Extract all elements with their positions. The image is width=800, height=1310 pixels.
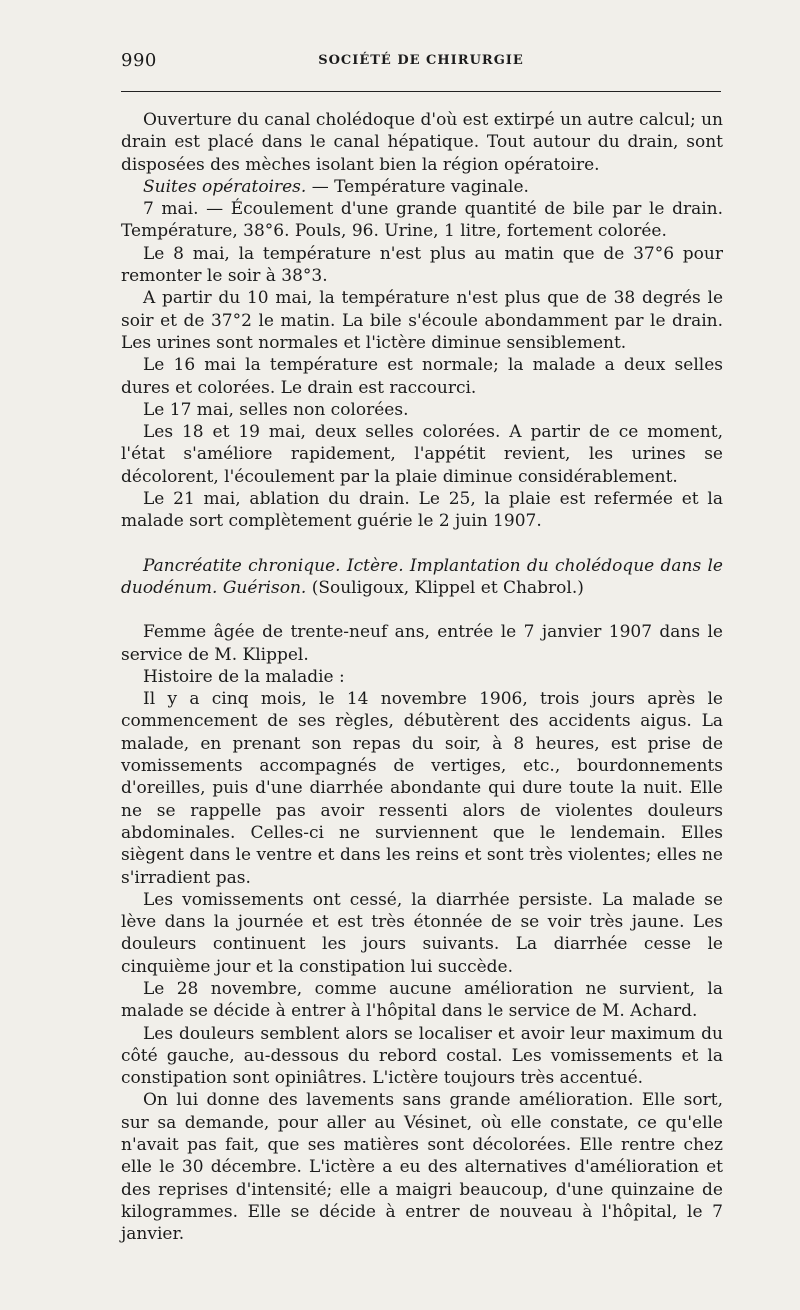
page-header [121, 50, 721, 74]
paragraph: Il y a cinq mois, le 14 novembre 1906, trois jours après le commencement de ses règles, débutèrent des accidents aigus. La malade, en prenant son repas du soir, à 8 heures, est prise de vomissements accompagnés de vertiges, etc., bourdonnements d'oreilles, puis d'une diarrhée abondante qui dure toute la nuit. Elle ne se rappelle pas avoir ressenti alors de violentes douleurs abdominales. Celles-ci ne surviennent que le lendemain. Elles siègent dans le ventre et dans les reins et sont très violentes; elles ne s'irradient pas. [121, 689, 723, 888]
spacer [121, 533, 723, 555]
paragraph: Les 18 et 19 mai, deux selles colorées. A partir de ce moment, l'état s'améliore rapidement, l'appétit revient, les urines se décolorent, l'écoulement par la plaie diminue considérablement. [121, 422, 723, 487]
running-title: SOCIÉTÉ DE CHIRURGIE [318, 53, 524, 68]
paragraph: On lui donne des lavements sans grande amélioration. Elle sort, sur sa demande, pour aller au Vésinet, où elle constate, ce qu'elle n'avait pas fait, que ses matières sont décolorées. Elle rentre chez elle le 30 décembre. L'ictère a eu des alternatives d'amélioration et des reprises d'intensité; elle a maigri beaucoup, d'une quinzaine de kilogrammes. Elle se décide à entrer de nouveau à l'hôpital, le 7 janvier. [121, 1090, 723, 1245]
paragraph [121, 176, 723, 198]
case-title [121, 555, 723, 600]
paragraph: Le 16 mai la température est normale; la malade a deux selles dures et colorées. Le drain est raccourci. [121, 355, 723, 398]
page-number: 990 [121, 50, 157, 71]
paragraph: A partir du 10 mai, la température n'est plus que de 38 degrés le soir et de 37°2 le matin. La bile s'écoule abondamment par le drain. Les urines sont normales et l'ictère diminue sensiblement. [121, 288, 723, 353]
header-rule [121, 91, 721, 92]
paragraph: 7 mai. — Écoulement d'une grande quantité de bile par le drain. Température, 38°6. Pouls, 96. Urine, 1 litre, fortement colorée. [121, 199, 723, 242]
case-title-italic: Pancréatite chronique. Ictère. Implantation du cholédoque dans le duodénum. Guérison. [121, 555, 723, 598]
paragraph: Histoire de la maladie : [143, 666, 345, 687]
section-heading-text: — Température vaginale. [311, 176, 529, 197]
spacer [121, 599, 723, 621]
paragraph: Femme âgée de trente-neuf ans, entrée le 7 janvier 1907 dans le service de M. Klippel. [121, 622, 723, 665]
paragraph: Ouverture du canal cholédoque d'où est extirpé un autre calcul; un drain est placé dans le canal hépatique. Tout autour du drain, sont disposées des mèches isolant bien la région opératoire. [121, 110, 723, 175]
paragraph: Le 8 mai, la température n'est plus au matin que de 37°6 pour remonter le soir à 38°3. [121, 243, 723, 287]
body-text [121, 109, 723, 1246]
section-heading: Suites opératoires. [143, 176, 307, 197]
paragraph: Les vomissements ont cessé, la diarrhée persiste. La malade se lève dans la journée et est très étonnée de se voir très jaune. Les douleurs continuent les jours suivants. La diarrhée cesse le cinquième jour et la constipation lui succède. [121, 889, 723, 977]
case-authors: (Souligoux, Klippel et Chabrol.) [311, 577, 584, 598]
paragraph: Les douleurs semblent alors se localiser et avoir leur maximum du côté gauche, au-dessous du rebord costal. Les vomissements et la constipation sont opiniâtres. L'ictère toujours très accentué. [121, 1023, 723, 1089]
paragraph: Le 17 mai, selles non colorées. [143, 399, 409, 420]
paragraph: Le 21 mai, ablation du drain. Le 25, la plaie est refermée et la malade sort complètement guérie le 2 juin 1907. [121, 489, 723, 532]
paragraph: Le 28 novembre, comme aucune amélioration ne survient, la malade se décide à entrer à l'hôpital dans le service de M. Achard. [121, 978, 723, 1022]
